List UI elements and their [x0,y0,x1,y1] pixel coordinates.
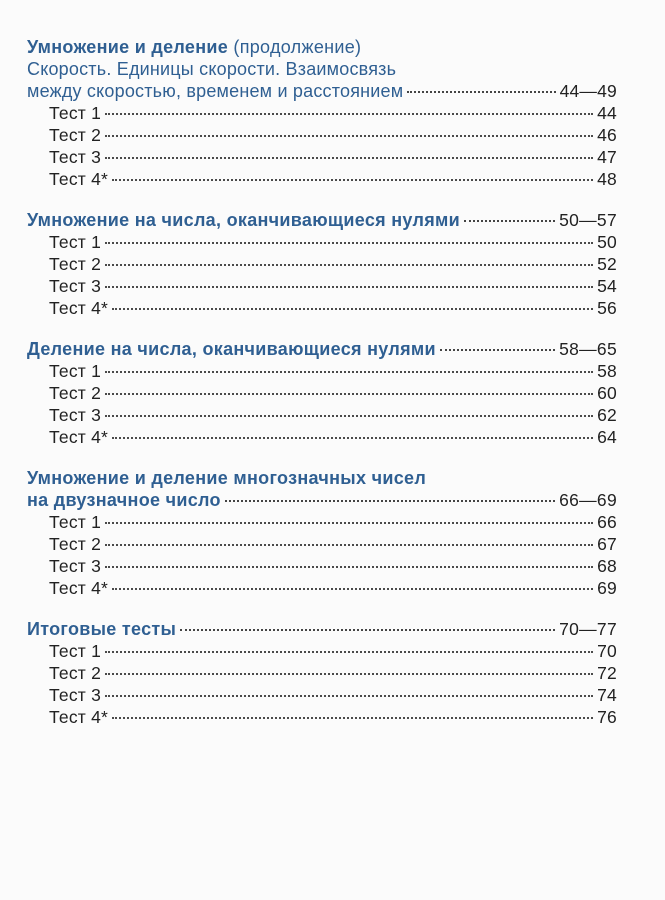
section-page-range: 50—57 [559,210,617,230]
dot-leader [407,91,555,93]
dot-leader [105,651,593,653]
toc-entry[interactable] [27,360,617,382]
dot-leader [105,242,593,244]
toc-entry[interactable] [27,404,617,426]
dot-leader [105,264,593,266]
entry-page: 44 [597,103,617,123]
section-subtitle-line-1: Скорость. Единицы скорости. Взаимосвязь [27,59,397,79]
entry-page: 47 [597,147,617,167]
dot-leader [105,673,593,675]
toc-entry[interactable] [27,511,617,533]
entry-page: 60 [597,383,617,403]
section-page-range: 66—69 [559,490,617,510]
entry-label: Тест 1 [49,361,101,381]
dot-leader [105,135,593,137]
toc-entry[interactable] [27,297,617,319]
section-title-note: (продолжение) [228,37,362,57]
entry-page: 72 [597,663,617,683]
entry-label: Тест 3 [49,147,101,167]
section-heading [27,36,617,58]
section-subtitle [27,58,617,80]
dot-leader [440,349,555,351]
entry-page: 64 [597,427,617,447]
toc-section-divide-zeros [27,338,617,448]
toc-entry[interactable] [27,577,617,599]
section-page-range: 70—77 [559,619,617,639]
dot-leader [112,588,593,590]
section-heading [27,467,617,489]
dot-leader [112,437,593,439]
dot-leader [105,393,593,395]
section-page-range: 44—49 [559,81,617,101]
dot-leader [105,415,593,417]
entry-page: 48 [597,169,617,189]
toc-entry[interactable] [27,640,617,662]
entry-label: Тест 4* [49,707,109,727]
toc-entry[interactable] [27,124,617,146]
section-title: Итоговые тесты [27,619,177,639]
entry-label: Тест 3 [49,276,101,296]
section-subtitle-line-2: между скоростью, временем и расстоянием [27,81,404,101]
entry-label: Тест 3 [49,405,101,425]
entry-label: Тест 4* [49,578,109,598]
entry-label: Тест 2 [49,125,101,145]
entry-page: 69 [597,578,617,598]
toc-entry[interactable] [27,168,617,190]
toc-entry[interactable] [27,102,617,124]
entry-page: 50 [597,232,617,252]
entry-page: 76 [597,707,617,727]
dot-leader [112,179,593,181]
toc-entry[interactable] [27,684,617,706]
entry-label: Тест 4* [49,427,109,447]
entry-label: Тест 3 [49,556,101,576]
toc-entry[interactable] [27,706,617,728]
dot-leader [105,286,593,288]
entry-label: Тест 2 [49,383,101,403]
dot-leader [105,371,593,373]
entry-label: Тест 1 [49,641,101,661]
entry-label: Тест 4* [49,169,109,189]
section-subtitle-with-pages [27,80,617,102]
dot-leader [105,113,593,115]
toc-section-final-tests [27,618,617,728]
dot-leader [180,629,555,631]
entry-label: Тест 3 [49,685,101,705]
dot-leader [105,157,593,159]
toc-entry[interactable] [27,382,617,404]
toc-entry[interactable] [27,555,617,577]
toc-section-multiply-zeros [27,209,617,319]
section-heading[interactable] [27,338,617,360]
section-page-range: 58—65 [559,339,617,359]
entry-label: Тест 2 [49,254,101,274]
dot-leader [105,566,593,568]
dot-leader [105,522,593,524]
dot-leader [105,695,593,697]
section-title: Деление на числа, оканчивающиеся нулями [27,339,436,359]
section-title-line-1: Умножение и деление многозначных чисел [27,468,427,488]
entry-label: Тест 1 [49,232,101,252]
section-heading[interactable] [27,618,617,640]
entry-page: 67 [597,534,617,554]
entry-page: 70 [597,641,617,661]
entry-page: 54 [597,276,617,296]
dot-leader [464,220,555,222]
entry-label: Тест 2 [49,534,101,554]
dot-leader [112,717,593,719]
entry-label: Тест 1 [49,512,101,532]
section-heading[interactable] [27,209,617,231]
entry-page: 58 [597,361,617,381]
section-title-line-2: на двузначное число [27,490,221,510]
entry-page: 66 [597,512,617,532]
entry-page: 52 [597,254,617,274]
toc-entry[interactable] [27,662,617,684]
dot-leader [105,544,593,546]
toc-entry[interactable] [27,533,617,555]
toc-entry[interactable] [27,426,617,448]
section-heading-with-pages[interactable] [27,489,617,511]
toc-entry[interactable] [27,146,617,168]
toc-entry[interactable] [27,231,617,253]
toc-entry[interactable] [27,275,617,297]
section-title: Умножение на числа, оканчивающиеся нулями [27,210,461,230]
toc-section-speed [27,36,617,190]
dot-leader [112,308,593,310]
entry-label: Тест 2 [49,663,101,683]
entry-page: 74 [597,685,617,705]
entry-page: 46 [597,125,617,145]
section-title: Умножение и деление [27,37,229,57]
entry-page: 56 [597,298,617,318]
entry-label: Тест 4* [49,298,109,318]
dot-leader [225,500,555,502]
toc-section-multi-digit [27,467,617,599]
entry-page: 68 [597,556,617,576]
entry-page: 62 [597,405,617,425]
entry-label: Тест 1 [49,103,101,123]
toc-entry[interactable] [27,253,617,275]
